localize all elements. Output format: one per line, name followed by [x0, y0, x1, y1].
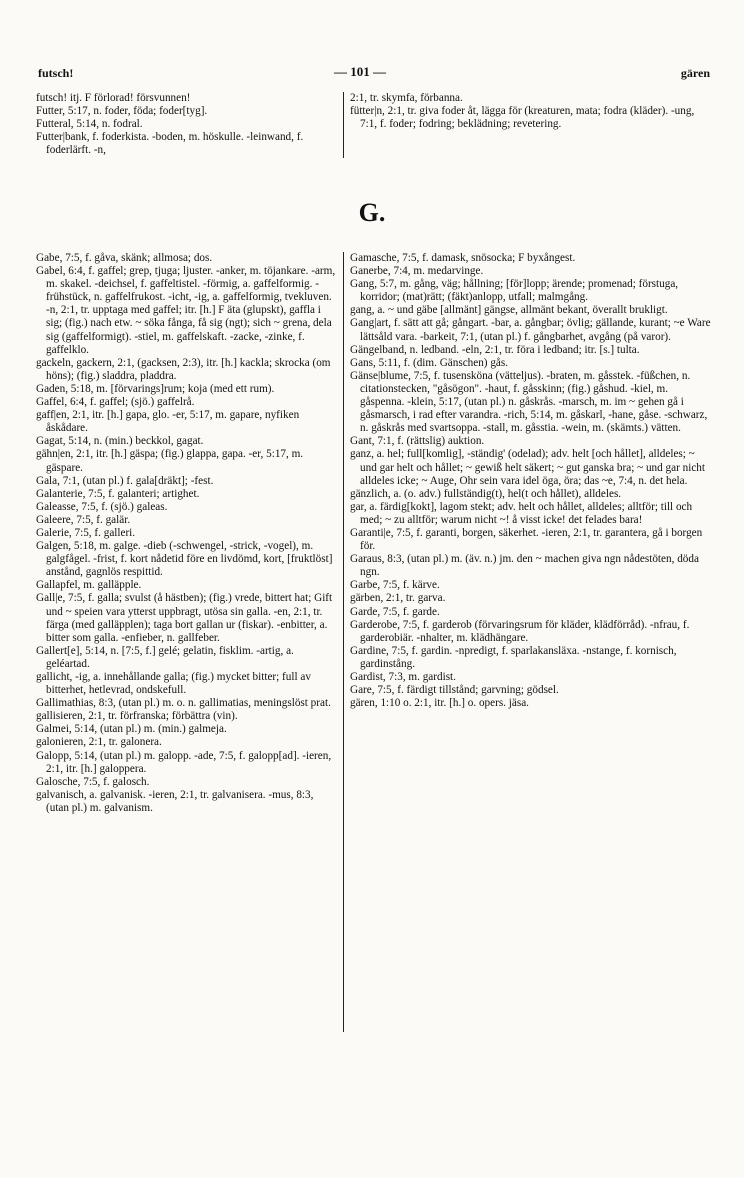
dictionary-entry: Futter, 5:17, n. foder, föda; foder[tyg].	[36, 105, 208, 118]
dictionary-entry: gähn|en, 2:1, itr. [h.] gäspa; (fig.) glappa, gapa. -er, 5:17, m. gäspare.	[36, 448, 304, 474]
dictionary-entry: Futter|bank, f. foderkista. -boden, m. höskulle. -leinwand, f. foderlärft. -n,	[36, 131, 304, 157]
right-column	[350, 252, 712, 710]
dictionary-entry: Gaden, 5:18, m. [förvarings]rum; koja (med ett rum).	[36, 382, 275, 395]
dictionary-entry: gärben, 2:1, tr. garva.	[350, 592, 446, 605]
dictionary-entry: Galerie, 7:5, f. galleri.	[36, 526, 136, 539]
dictionary-entry: gang, a. ~ und gäbe [allmänt] gängse, allmänt bekant, överallt brukligt.	[350, 304, 668, 317]
dictionary-entry: gallicht, -ig, a. innehållande galla; (fig.) mycket bitter; full av bitterhet, hetlevrad, ondskefull.	[36, 671, 311, 697]
dictionary-entry: Gabel, 6:4, f. gaffel; grep, tjuga; ljuster. -anker, m. töjankare. -arm, m. skakel. -deichsel, f. gaffeltistel. -förmig, a. gaffelformig. -frühstück, n. gaffelfrukost. -icht, -ig, a. gaffelformig, tvekluven. -n, 2:1, tr. upptaga med gaffel; itr. [h.] F äta (glupskt), gaffla i sig; (fig.) nach etw. ~ söka fånga, få sig (ngt); sich ~ grena, dela sig (gaffelformigt). -stiel, m. gaffelskaft. -zacke, -zinke, f. gaffelklo.	[36, 265, 336, 356]
dictionary-entry: Gall|e, 7:5, f. galla; svulst (å hästben); (fig.) vrede, bittert hat; Gift und ~ speien vara ytterst uppbragt, utösa sin galla. -en, 2:1, tr. färga (med galläpplen); taga bort gallan ur (fiskar). -enbitter, a. bitter som galla. -enfieber, n. gallfeber.	[36, 592, 333, 644]
dictionary-entry: gären, 1:10 o. 2:1, itr. [h.] o. opers. jäsa.	[350, 697, 529, 710]
dictionary-entry: Gang|art, f. sätt att gå; gångart. -bar, a. gångbar; övlig; gällande, kurant; ~e Ware lättsåld vara. -barkeit, 7:1, (utan pl.) f. gångbarhet, avgång (på varor).	[350, 317, 711, 343]
dictionary-entry: gackeln, gackern, 2:1, (gacksen, 2:3), itr. [h.] kackla; skrocka (om höns); (fig.) sladdra, pladdra.	[36, 356, 331, 382]
dictionary-entry: galvanisch, a. galvanisk. -ieren, 2:1, tr. galvanisera. -mus, 8:3, (utan pl.) m. galvanism.	[36, 788, 314, 814]
dictionary-entry: Garde, 7:5, f. garde.	[350, 605, 440, 618]
dictionary-entry: Gala, 7:1, (utan pl.) f. gala[dräkt]; -fest.	[36, 474, 214, 487]
dictionary-entry: futsch! itj. F förlorad! försvunnen!	[36, 92, 191, 104]
dictionary-entry: Gängelband, n. ledband. -eln, 2:1, tr. föra i ledband; itr. [s.] tulta.	[350, 343, 640, 356]
page-header	[38, 64, 710, 84]
top-right-column	[350, 92, 712, 131]
dictionary-entry: Galosche, 7:5, f. galosch.	[36, 775, 150, 788]
dictionary-entry: Gans, 5:11, f. (dim. Gänschen) gås.	[350, 356, 509, 369]
dictionary-entry: Gallert[e], 5:14, n. [7:5, f.] gelé; gelatin, fisklim. -artig, a. geléartad.	[36, 644, 294, 670]
dictionary-entry: galonieren, 2:1, tr. galonera.	[36, 736, 162, 749]
dictionary-entry: Galeasse, 7:5, f. (sjö.) galeas.	[36, 500, 168, 513]
dictionary-entry: Ganerbe, 7:4, m. medarvinge.	[350, 265, 484, 278]
dictionary-entry: Gang, 5:7, m. gång, väg; hållning; [för]lopp; ärende; promenad; förstuga, korridor; (mat)rätt; (fäkt)anlopp, utfall; malmgång.	[350, 278, 679, 304]
page-number: — 101 —	[334, 64, 386, 79]
dictionary-entry: ganz, a. hel; full[komlig], -ständig' (odelad); adv. helt [och hållet], alldeles; ~ und gar helt och hållet; ~ gewiß helt säkert; ~ gut ganska bra; ~ und gar nicht alldeles icke; ~ Auge, Ohr sein vara idel öga, öra; das ~e, 7:4, n. det hela.	[350, 448, 705, 487]
dictionary-entry: Gant, 7:1, f. (rättslig) auktion.	[350, 435, 485, 448]
dictionary-entry: Gaffel, 6:4, f. gaffel; (sjö.) gaffelrå.	[36, 396, 195, 409]
dictionary-entry: fütter|n, 2:1, tr. giva foder åt, lägga för (kreaturen, mata; fodra (kläder). -ung, 7:1, f. foder; fodring; beklädning; revetering.	[350, 105, 695, 131]
dictionary-entry: Galmei, 5:14, (utan pl.) m. (min.) galmeja.	[36, 723, 227, 736]
dictionary-entry: Garanti|e, 7:5, f. garanti, borgen, säkerhet. -ieren, 2:1, tr. garantera, gå i borgen för.	[350, 526, 703, 553]
dictionary-entry: gallisieren, 2:1, tr. förfranska; förbättra (vin).	[36, 710, 238, 723]
top-left-column	[36, 92, 336, 157]
dictionary-entry: Gardine, 7:5, f. gardin. -npredigt, f. sparlakansläxa. -nstange, f. kornisch, gardinstång.	[350, 644, 677, 670]
column-divider-top	[343, 92, 344, 158]
left-column	[36, 252, 336, 815]
dictionary-entry: Gagat, 5:14, n. (min.) beckkol, gagat.	[36, 435, 204, 448]
dictionary-entry: Gänse|blume, 7:5, f. tusensköna (vätteljus). -braten, m. gåsstek. -füßchen, n. citationstecken, "gåsögon". -haut, f. gåsskinn; (fig.) gåshud. -kiel, m. gåspenna. -klein, 5:17, (utan pl.) n. gåskrås. -marsch, m. im ~ gehen gå i gåsmarsch, i rad efter varandra. -rich, 5:14, m. gåskarl, -hane, gåse. -schwarz, n. gåskrås med svartsoppa. -stall, m. gåsstia. -wein, m. (skämts.) vätten.	[350, 369, 708, 435]
dictionary-entry: Galopp, 5:14, (utan pl.) m. galopp. -ade, 7:5, f. galopp[ad]. -ieren, 2:1, itr. [h.] galoppera.	[36, 749, 332, 775]
dictionary-entry: gänzlich, a. (o. adv.) fullständig(t), hel(t och hållet), alldeles.	[350, 487, 622, 500]
header-left-catchword: futsch!	[38, 66, 74, 80]
dictionary-entry: gar, a. färdig[kokt], lagom stekt; adv. helt och hållet, alldeles; alltför; till och med; ~ zu alltför; warum nicht ~! å visst icke! det felades bara!	[350, 500, 693, 526]
dictionary-entry: Galeere, 7:5, f. galär.	[36, 513, 131, 526]
dictionary-entry: Garbe, 7:5, f. kärve.	[350, 579, 440, 592]
dictionary-entry: Gallimathias, 8:3, (utan pl.) m. o. n. gallimatias, meningslöst prat.	[36, 697, 331, 710]
header-right-catchword: gären	[680, 66, 710, 80]
dictionary-entry: Garderobe, 7:5, f. garderob (förvaringsrum för kläder, klädförråd). -nfrau, f. garderobiär. -nhalter, m. klädhängare.	[350, 618, 690, 644]
dictionary-entry: Gallapfel, m. galläpple.	[36, 579, 142, 592]
dictionary-entry: Gabe, 7:5, f. gåva, skänk; allmosa; dos.	[36, 252, 213, 264]
dictionary-entry: gaff|en, 2:1, itr. [h.] gapa, glo. -er, 5:17, m. gapare, nyfiken åskådare.	[36, 409, 300, 435]
dictionary-entry: 2:1, tr. skymfa, förbanna.	[350, 92, 463, 104]
dictionary-entry: Futteral, 5:14, n. fodral.	[36, 118, 143, 131]
dictionary-entry: Gamasche, 7:5, f. damask, snösocka; F byxångest.	[350, 252, 576, 264]
dictionary-entry: Gardist, 7:3, m. gardist.	[350, 671, 456, 683]
dictionary-entry: Garaus, 8:3, (utan pl.) m. (äv. n.) jm. den ~ machen giva ngn nådestöten, döda ngn.	[350, 553, 699, 579]
section-letter: G.	[358, 198, 386, 227]
dictionary-entry: Galanterie, 7:5, f. galanteri; artighet.	[36, 487, 200, 500]
dictionary-entry: Gare, 7:5, f. färdigt tillstånd; garvning; gödsel.	[350, 684, 559, 697]
column-divider-main	[343, 252, 344, 1032]
dictionary-entry: Galgen, 5:18, m. galge. -dieb (-schwengel, -strick, -vogel), m. galgfågel. -frist, f. kort nådetid före en livdömd, kort, [fruktlöst] anstånd, gagnlös respittid.	[36, 540, 333, 579]
